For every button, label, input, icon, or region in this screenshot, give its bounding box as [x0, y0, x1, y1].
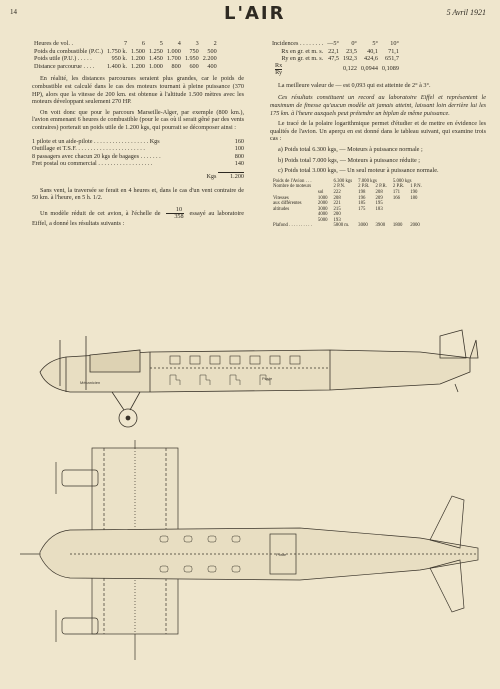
perf-weight: 7.000 kgs — [358, 178, 377, 184]
range-cell: 1.700 — [166, 55, 181, 63]
incidence-cell: 424,6 — [364, 55, 378, 63]
perf-cell: 196 — [358, 195, 366, 201]
perf-subhead: 2 P.N. — [333, 184, 346, 190]
scale-denominator: 358 — [174, 212, 184, 220]
ratio-cell: 0,1089 — [381, 65, 399, 73]
perf-weight-label: Poids de l'Avion . . . — [273, 178, 312, 184]
perf-subhead: 2 P.R. — [375, 184, 387, 190]
perf-weight: 5.000 kgs — [392, 178, 412, 184]
paragraph-polar: Le tracé de la polaire logarithmique permet d'étudier et de mettre en évidence les qualités de l'avion. Un aperçu en est donné dans le tableau suivant, qui examine trois cas : — [270, 120, 486, 143]
load-label: 1 pilote et un aide-pilote . . . . . . . . . . . . . . . . . . Kgs — [32, 137, 160, 145]
range-cell: 500 — [207, 47, 217, 55]
incidence-cell: 22,1 — [328, 47, 339, 55]
perf-altitude: 4000 — [317, 212, 328, 218]
perf-altitude: 3000 — [317, 206, 328, 212]
range-row-label: Poids du combustible (P.C.) — [34, 47, 103, 55]
issue-date: 5 Avril 1921 — [446, 8, 486, 17]
incidence-cell: 71,1 — [388, 47, 399, 55]
range-cell: 1.200 — [131, 55, 145, 63]
incidence-header-cell: 0° — [351, 40, 357, 47]
range-cell: 6 — [141, 40, 145, 47]
ratio-denominator: Ry — [275, 68, 283, 76]
range-cell: 600 — [189, 62, 199, 70]
incidence-header-cell: 5° — [372, 40, 378, 47]
side-label-cabin: Poste — [262, 376, 273, 381]
perf-ceiling-label: Plafond . . . . . . . . . . — [273, 223, 312, 229]
perf-motor-label: Nombre de moteurs — [273, 184, 312, 190]
range-cell: 1.450 — [148, 55, 163, 63]
load-label: Outillage et T.S.F. . . . . . . . . . . . . . . . . . . . . . . — [32, 145, 145, 153]
range-cell: 2.200 — [202, 55, 217, 63]
incidence-header-cell: Incidences . . . . . . . . — [272, 40, 324, 47]
range-cell: 1.000 — [148, 62, 163, 70]
incidence-cell: 47,5 — [328, 55, 339, 63]
perf-altitude: 1000 — [317, 195, 328, 201]
perf-subhead: 2 P.R. — [358, 184, 370, 190]
range-cell: 1.400 k. — [106, 62, 128, 70]
range-cell: 800 — [171, 62, 181, 70]
range-row-label: Heures de vol. . — [34, 40, 74, 47]
range-cell: 1.250 — [148, 47, 163, 55]
incidence-header-cell: 10° — [390, 40, 399, 47]
ratio-cell: 0,122 — [342, 65, 357, 73]
side-label-front: Mécanicien — [80, 380, 101, 385]
perf-cell: 209 — [375, 195, 383, 201]
perf-cell: 221 — [333, 201, 341, 207]
perf-weight: 6.300 kgs — [333, 178, 353, 184]
load-total-label: Kgs — [206, 172, 217, 180]
case-b: b) Poids total 7.000 kgs, — Moteurs à puissance réduite ; — [278, 156, 420, 164]
load-value: 100 — [234, 145, 244, 153]
range-cell: 7 — [123, 40, 128, 47]
aircraft-plan-view — [20, 440, 478, 660]
perf-ceiling-cell: 2000 — [410, 223, 420, 229]
perf-cell: 190 — [410, 189, 418, 195]
load-value: 140 — [234, 160, 244, 168]
aircraft-side-view — [40, 330, 478, 427]
incidence-cell: Ry en gr. et m. s. — [281, 55, 324, 63]
perf-ceiling-cell: 5800 m. — [333, 223, 350, 229]
incidence-cell: Rx en gr. et m. s. — [281, 47, 324, 55]
perf-altitude: 5000 — [317, 217, 328, 223]
perf-subhead: 2 P.R. — [392, 184, 405, 190]
incidence-header-cell: —5° — [327, 40, 339, 47]
case-c: c) Poids total 3.000 kgs, — Un seul moteur à puissance normale. — [278, 167, 439, 175]
range-row-label: Distance parcourue . . . . — [34, 62, 95, 70]
perf-left-label: Vitesses — [273, 195, 289, 201]
perf-cell: 200 — [333, 212, 341, 218]
perf-subhead: 1 P.N. — [410, 184, 422, 190]
perf-cell: 198 — [358, 189, 366, 195]
scale-numerator: 10 — [166, 207, 183, 214]
range-cell: 1.950 — [184, 55, 199, 63]
incidence-cell: 192,3 — [342, 55, 357, 63]
perf-cell: 175 — [358, 206, 366, 212]
paragraph-best-value: La meilleure valeur de — est 0,093 qui est atteinte de 2° à 3°. — [278, 81, 431, 89]
perf-cell: 180 — [410, 195, 418, 201]
model-text-a: Un modèle réduit de cet avion, à l'échelle de — [40, 209, 161, 217]
paragraph-crossing: Sans vent, la traversée se ferait en 4 heures et, dans le cas d'un vent contraire de 50 km. à l'heure, en 5 h. 1/2. — [32, 186, 244, 202]
range-cell: 4 — [177, 40, 181, 47]
perf-left-label: altitudes — [273, 206, 290, 212]
load-value: 160 — [234, 137, 244, 145]
perf-altitude: sol — [317, 189, 324, 195]
load-label: Fret postal ou commercial . . . . . . . . . . . . . . . . . . — [32, 160, 153, 168]
perf-cell: 222 — [333, 189, 341, 195]
perf-cell: 183 — [375, 206, 383, 212]
perf-cell: 208 — [333, 195, 341, 201]
plan-label-cabin: Poste — [276, 552, 287, 557]
model-text-b: essayé au laboratoire Eiffel, a donné les résultats suivants : — [32, 209, 244, 227]
load-total-value: 1.200 — [218, 172, 244, 181]
range-cell: 3 — [195, 40, 199, 47]
incidence-cell: 23,5 — [346, 47, 357, 55]
range-cell: 2 — [213, 40, 217, 47]
incidence-cell: 40,1 — [367, 47, 378, 55]
paragraph-range: En réalité, les distances parcourues seraient plus grandes, car le poids de combustible est calculé dans le cas des moteurs tournant à pleine puissance (370 HP), alors que la vitesse de 200 km. est obtenue à l'altitude 1.500 mètres avec les moteurs développant seulement 270 HP. — [32, 75, 244, 106]
perf-altitude: 2000 — [317, 201, 328, 207]
perf-cell: 215 — [333, 206, 341, 212]
perf-ceiling-cell: 3900 — [375, 223, 386, 229]
page-number: 14 — [10, 8, 17, 16]
range-cell: 1.750 k. — [106, 47, 128, 55]
load-value: 800 — [234, 152, 244, 160]
range-cell: 400 — [207, 62, 217, 70]
perf-cell: 195 — [375, 201, 383, 207]
case-a: a) Poids total 6.300 kgs, — Moteurs à puissance normale ; — [278, 145, 423, 153]
perf-ceiling-cell: 3000 — [358, 223, 368, 229]
perf-cell: 171 — [392, 189, 401, 195]
load-label: 8 passagers avec chacun 20 kgs de bagages . . . . . . . — [32, 152, 161, 160]
perf-left-label: aux différentes — [273, 201, 302, 207]
perf-cell: 193 — [333, 217, 341, 223]
range-cell: 5 — [159, 40, 163, 47]
range-cell: 950 k. — [111, 55, 128, 63]
perf-ceiling-cell: 1800 — [392, 223, 403, 229]
ratio-cell: 0,0944 — [360, 65, 378, 73]
perf-cell: 185 — [358, 201, 366, 207]
perf-cell: 208 — [375, 189, 383, 195]
range-cell: 1.000 — [166, 47, 181, 55]
range-row-label: Poids utile (P.U.) . . . . . — [34, 55, 92, 63]
paragraph-record: Ces résultats constituent un record au laboratoire Eiffel et représentent le maximum de finesse qu'aucun modèle ait jamais atteint, laissant loin derrière lui les 175 km. à l'heure auxquels peut prétendre un biplan de même puissance. — [270, 94, 486, 117]
incidence-cell: 651,7 — [385, 55, 399, 63]
range-cell: 1.500 — [131, 47, 145, 55]
paragraph-marseille-alger: On voit donc que pour le parcours Marseille-Alger, par exemple (800 km.), l'avion emmenant 6 heures de combustible (pour le cas où il serait gêné par des vents contraires) porterait un poids utile de 1.200 kgs, qui pourrait se décomposer ainsi : — [32, 108, 244, 131]
magazine-title: L'AIR — [224, 3, 286, 24]
ratio-numerator: Rx — [275, 61, 283, 69]
perf-cell: 166 — [392, 195, 401, 201]
range-cell: 1.200 — [131, 62, 145, 70]
range-cell: 750 — [189, 47, 199, 55]
